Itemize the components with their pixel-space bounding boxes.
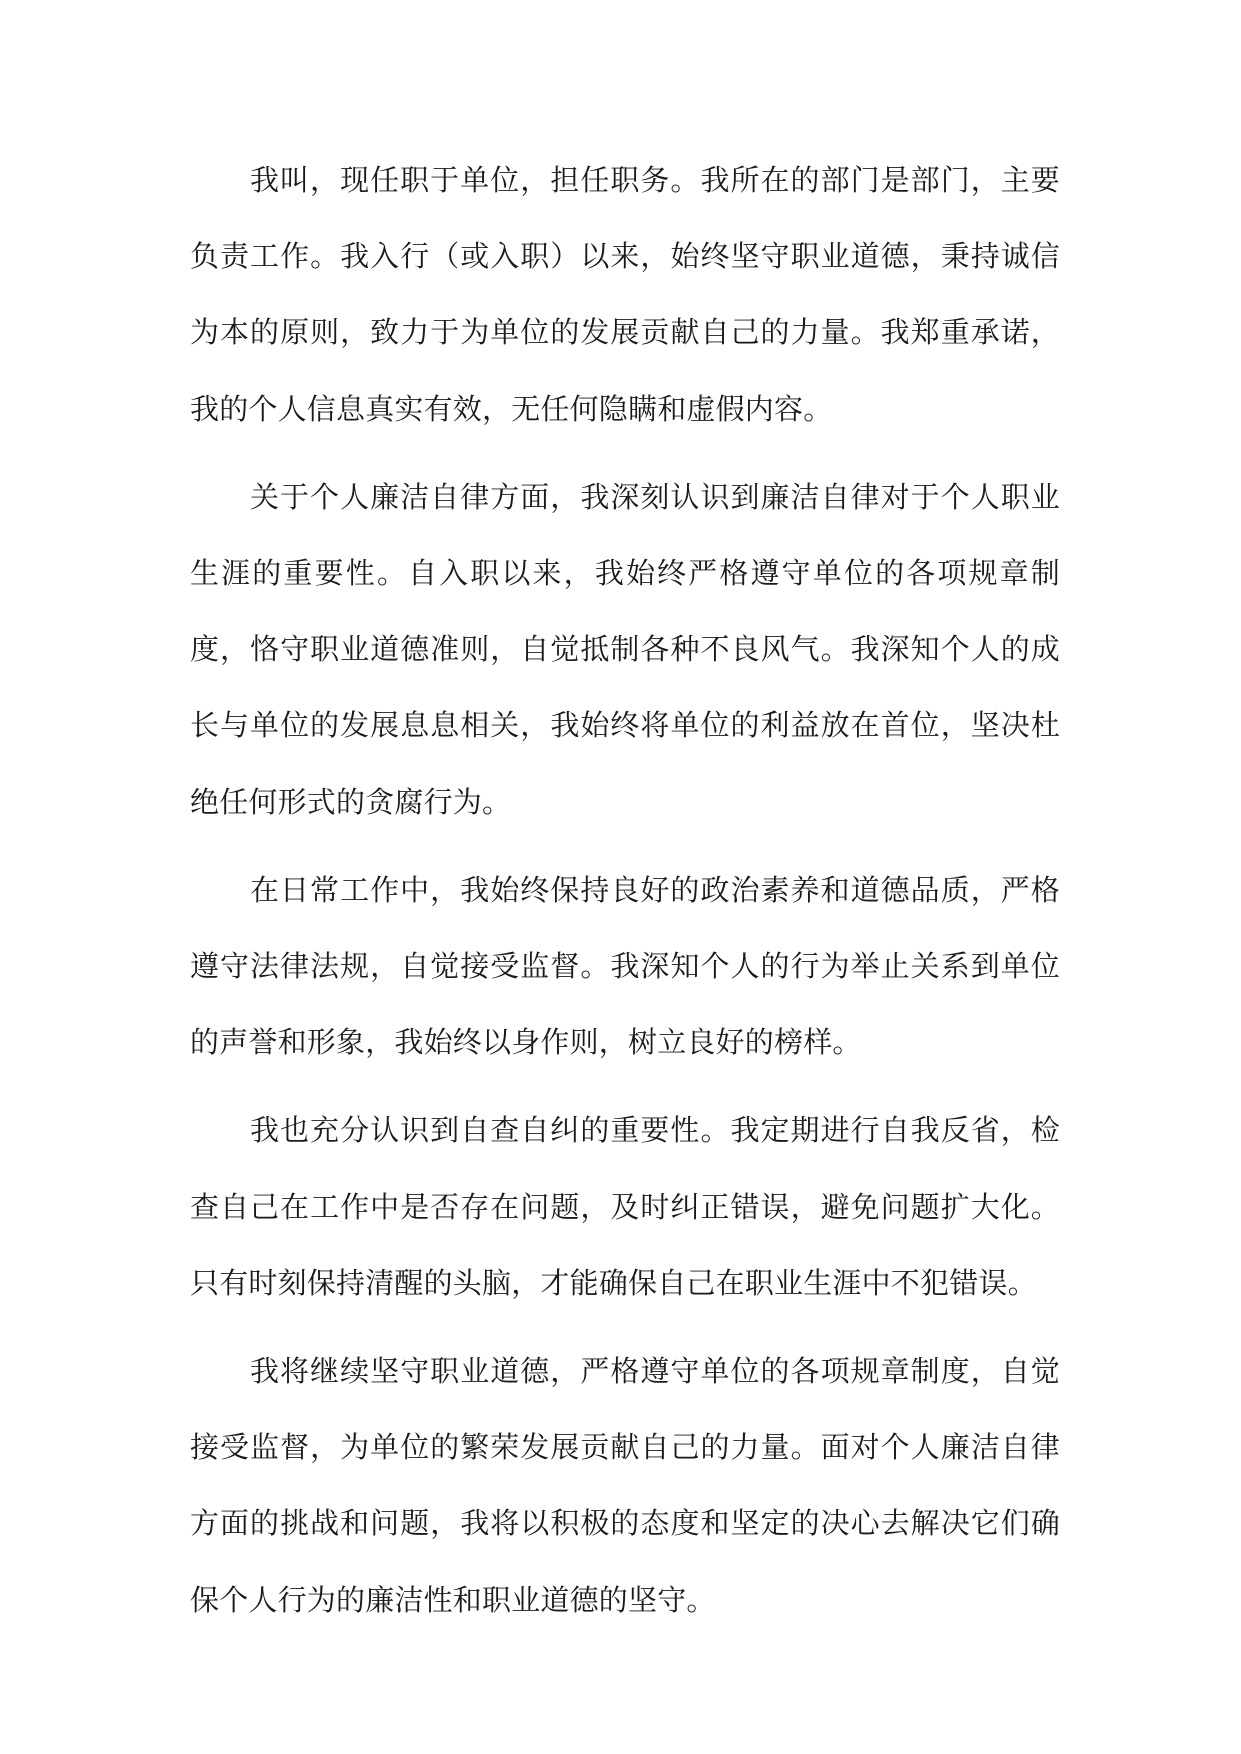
paragraph-1: 我叫，现任职于单位，担任职务。我所在的部门是部门，主要负责工作。我入行（或入职）以来，始终坚守职业道德，秉持诚信为本的原则，致力于为单位的发展贡献自己的力量。我郑重承诺，我的个人信息真实有效，无任何隐瞒和虚假内容。 xyxy=(190,163,1060,426)
paragraph-2: 关于个人廉洁自律方面，我深刻认识到廉洁自律对于个人职业生涯的重要性。自入职以来，我始终严格遵守单位的各项规章制度，恪守职业道德准则，自觉抵制各种不良风气。我深知个人的成长与单位的发展息息相关，我始终将单位的利益放在首位，坚决杜绝任何形式的贪腐行为。 xyxy=(190,479,1060,819)
paragraph-3: 在日常工作中，我始终保持良好的政治素养和道德品质，严格遵守法律法规，自觉接受监督。我深知个人的行为举止关系到单位的声誉和形象，我始终以身作则，树立良好的榜样。 xyxy=(190,872,1060,1060)
paragraph-5: 我将继续坚守职业道德，严格遵守单位的各项规章制度，自觉接受监督，为单位的繁荣发展贡献自己的力量。面对个人廉洁自律方面的挑战和问题，我将以积极的态度和坚定的决心去解决它们确保个人行为的廉洁性和职业道德的坚守。 xyxy=(190,1354,1060,1617)
paragraph-4: 我也充分认识到自查自纠的重要性。我定期进行自我反省，检查自己在工作中是否存在问题，及时纠正错误，避免问题扩大化。只有时刻保持清醒的头脑，才能确保自己在职业生涯中不犯错误。 xyxy=(190,1113,1060,1300)
document-body xyxy=(190,142,1060,1650)
